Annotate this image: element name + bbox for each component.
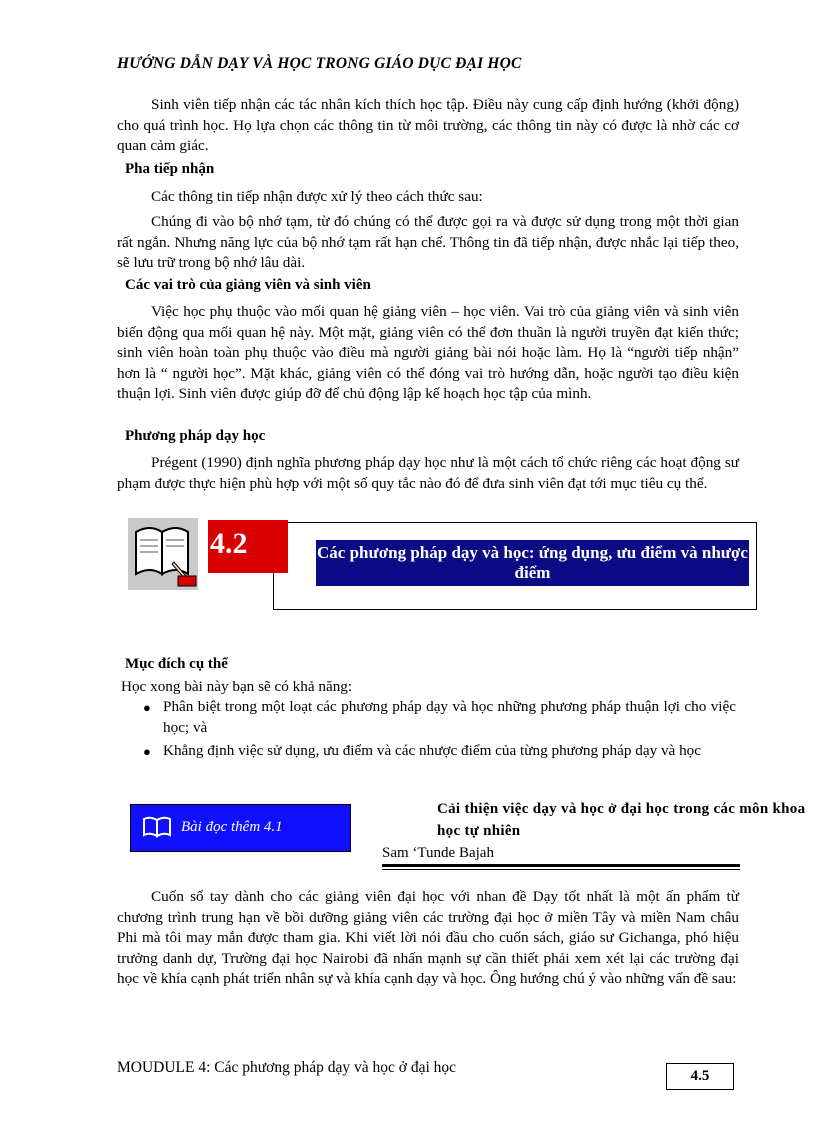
- further-reading-badge: [130, 804, 351, 852]
- objectives-intro: Học xong bài này bạn sẽ có khả năng:: [121, 678, 353, 695]
- objective-item: [121, 697, 736, 738]
- heading-method: Phương pháp dạy học: [125, 428, 266, 444]
- unit-number-badge: 4.2: [208, 520, 288, 573]
- divider-thin: [382, 869, 740, 870]
- intro-text: Sinh viên tiếp nhận các tác nhân kích thích học tập. Điều này cung cấp định hướng (khởi động) cho quá trình học. Họ lựa chọn các thông tin từ môi trường, các thông tin này có được là nhờ các cơ quan cảm giác.: [117, 96, 739, 154]
- method-text: Prégent (1990) định nghĩa phương pháp dạy học như là một cách tổ chức riêng các hoạt động sư phạm được thực hiện phù hợp với một số quy tắc nào đó để đưa sinh viên đạt tới mục tiêu cụ thể.: [117, 454, 739, 492]
- objective-text: Phân biệt trong một loạt các phương pháp dạy và học những phương pháp thuận lợi cho việc học; và: [163, 698, 736, 736]
- heading-roles: Các vai trò của giảng viên và sinh viên: [125, 277, 371, 293]
- roles-paragraph: [117, 302, 739, 405]
- bullet-icon: ●: [143, 700, 151, 715]
- closing-paragraph: [117, 887, 739, 990]
- reading-author: Sam ‘Tunde Bajah: [382, 845, 494, 861]
- roles-text: Việc học phụ thuộc vào mối quan hệ giảng viên – học viên. Vai trò của giảng viên và sinh viên biến động qua mối quan hệ này. Một mặt, giảng viên có thể đơn thuần là người truyền đạt kiến thức; sinh viên hoàn toàn phụ thuộc vào điều mà người giảng bài nói hoặc làm. Họ là “người tiếp nhận” hơn là “ người học”. Mặt khác, giảng viên có thể đóng vai trò hướng dẫn, hoặc người tạo điều kiện thuận lợi. Sinh viên được giúp đỡ để chủ động lập kế hoạch học tập của mình.: [117, 303, 739, 402]
- objectives-list: [121, 697, 736, 765]
- reception-text-1: Các thông tin tiếp nhận được xử lý theo cách thức sau:: [151, 188, 483, 205]
- unit-title-banner: Các phương pháp dạy và học: ứng dụng, ưu điểm và nhược điểm: [316, 540, 749, 586]
- reception-paragraph-1: [117, 187, 739, 208]
- reading-title: Cải thiện việc dạy và học ở đại học trong các môn khoa học tự nhiên: [437, 801, 806, 839]
- page-header-title: HƯỚNG DẪN DẠY VÀ HỌC TRONG GIÁO DỤC ĐẠI HỌC: [117, 55, 522, 72]
- objective-text: Khẳng định việc sử dụng, ưu điểm và các nhược điểm của từng phương pháp dạy và học: [163, 742, 702, 759]
- reception-paragraph-2: [117, 212, 739, 274]
- objective-item: [121, 741, 736, 762]
- bullet-icon: ●: [143, 744, 151, 759]
- closing-text: Cuốn sổ tay dành cho các giảng viên đại học với nhan đề Dạy tốt nhất là một ấn phẩm từ chương trình trung hạn về bồi dưỡng giảng viên các trường đại học ở miền Tây và miền Nam châu Phi mà tôi may mắn được tham gia. Khi viết lời nói đầu cho cuốn sách, giáo sư Gichanga, phó hiệu trưởng danh dự, Trường đại học Nairobi đã nhấn mạnh sự cần thiết phải xem xét lại các trường đại học về khía cạnh phát triển nhân sự và khía cạnh dạy và học. Ông hướng chú ý vào những vấn đề sau:: [117, 888, 739, 987]
- further-reading-label: Bài đọc thêm 4.1: [181, 819, 283, 835]
- open-book-icon: [128, 518, 198, 590]
- page-number: 4.5: [666, 1063, 734, 1090]
- intro-paragraph: [117, 95, 739, 157]
- footer-module: MOUDULE 4: Các phương pháp dạy và học ở đại học: [117, 1059, 457, 1076]
- reception-text-2: Chúng đi vào bộ nhớ tạm, từ đó chúng có thể được gọi ra và được sử dụng trong một thời gian rất ngắn. Nhưng năng lực của bộ nhớ tạm rất hạn chế. Thông tin đã tiếp nhận, được nhắc lại tiếp theo, sẽ lưu trữ trong bộ nhớ lâu dài.: [117, 213, 739, 271]
- book-icon: [142, 816, 172, 838]
- method-paragraph: [117, 453, 739, 494]
- heading-reception: Pha tiếp nhận: [125, 161, 215, 177]
- divider-thick: [382, 864, 740, 867]
- heading-objectives: Mục đích cụ thể: [125, 656, 228, 672]
